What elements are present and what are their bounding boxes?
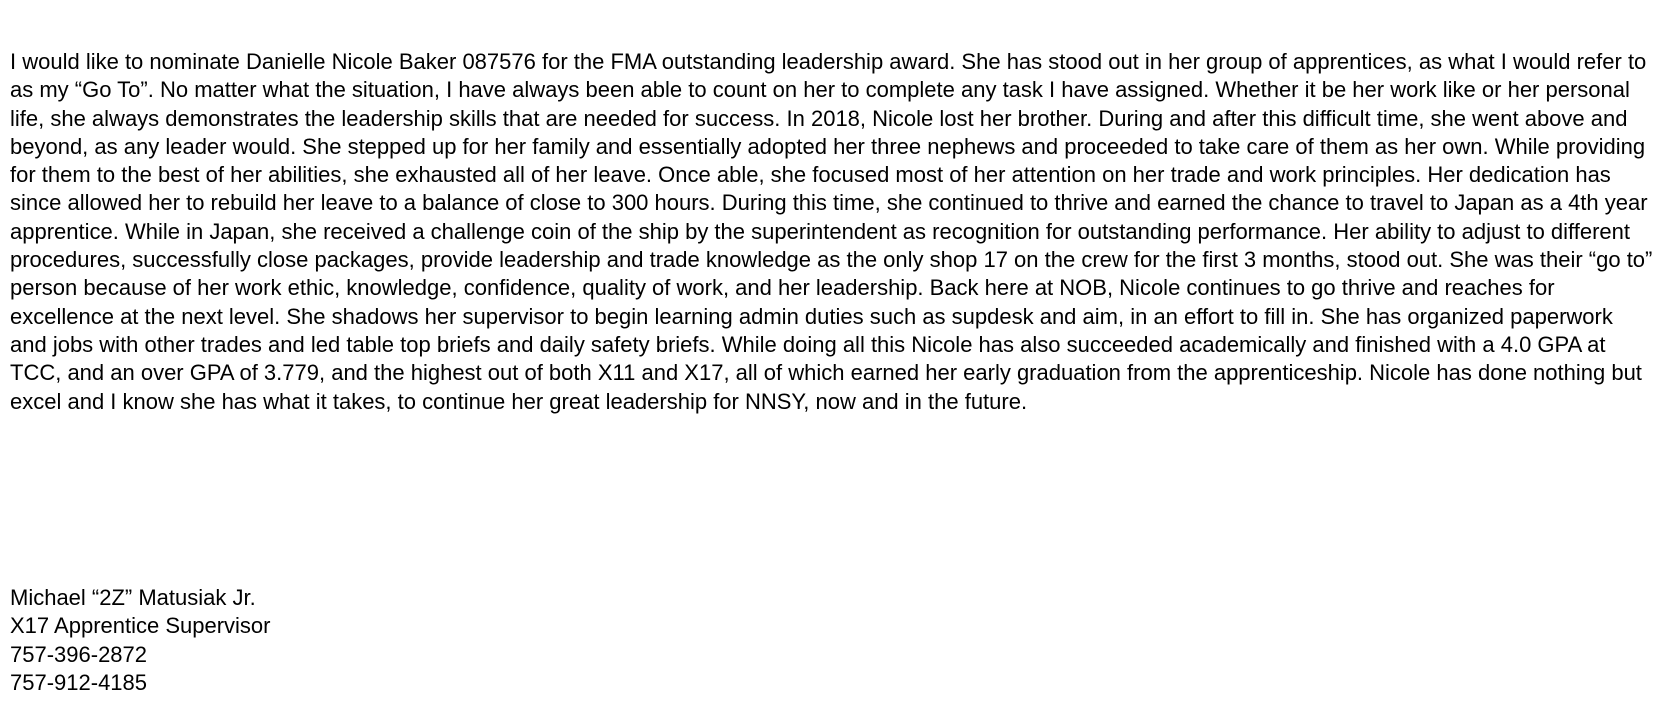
signer-phone-1: 757-396-2872 [10, 641, 148, 667]
nomination-letter-body: I would like to nominate Danielle Nicole Baker 087576 for the FMA outstanding leadership award. She has stood out in her group of apprentices, as what I would refer to as my “Go To”. No matter what the situation, I have always been able to count on her to complete any task I have assigned. Whether it be her work like or her personal life, she always demonstrates the leadership skills that are needed for success. In 2018, Nicole lost her brother. During and after this difficult time, she went above and beyond, as any leader would. She stepped up for her family and essentially adopted her three nephews and proceeded to take care of them as her own. While providing for them to the best of her abilities, she exhausted all of her leave. Once able, she focused most of her attention on her trade and work principles. Her dedication has since allowed her to rebuild her leave to a balance of close to 300 hours. During this time, she continued to thrive and earned the chance to travel to Japan as a 4th year apprentice. While in Japan, she received a challenge coin of the ship by the superintendent as recognition for outstanding performance. Her ability to adjust to different procedures, successfully close packages, provide leadership and trade knowledge as the only shop 17 on the crew for the first 3 months, stood out. She was their “go to” person because of her work ethic, knowledge, confidence, quality of work, and her leadership. Back here at NOB, Nicole continues to go thrive and reaches for excellence at the next level. She shadows her supervisor to begin learning admin duties such as supdesk and aim, in an effort to fill in. She has organized paperwork and jobs with other trades and led table top briefs and daily safety briefs. While doing all this Nicole has also succeeded academically and finished with a 4.0 GPA at TCC, and an over GPA of 3.779, and the highest out of both X11 and X17, all of which earned her early graduation from the apprenticeship. Nicole has done nothing but excel and I know she has what it takes, to continue her great leadership for NNSY, now and in the future. [10, 49, 1653, 414]
signer-name: Michael “2Z” Matusiak Jr. [10, 585, 256, 610]
signer-phone-2: 757-912-4185 [10, 669, 148, 695]
signature-block [10, 584, 610, 697]
signer-title: X17 Apprentice Supervisor [10, 613, 271, 639]
